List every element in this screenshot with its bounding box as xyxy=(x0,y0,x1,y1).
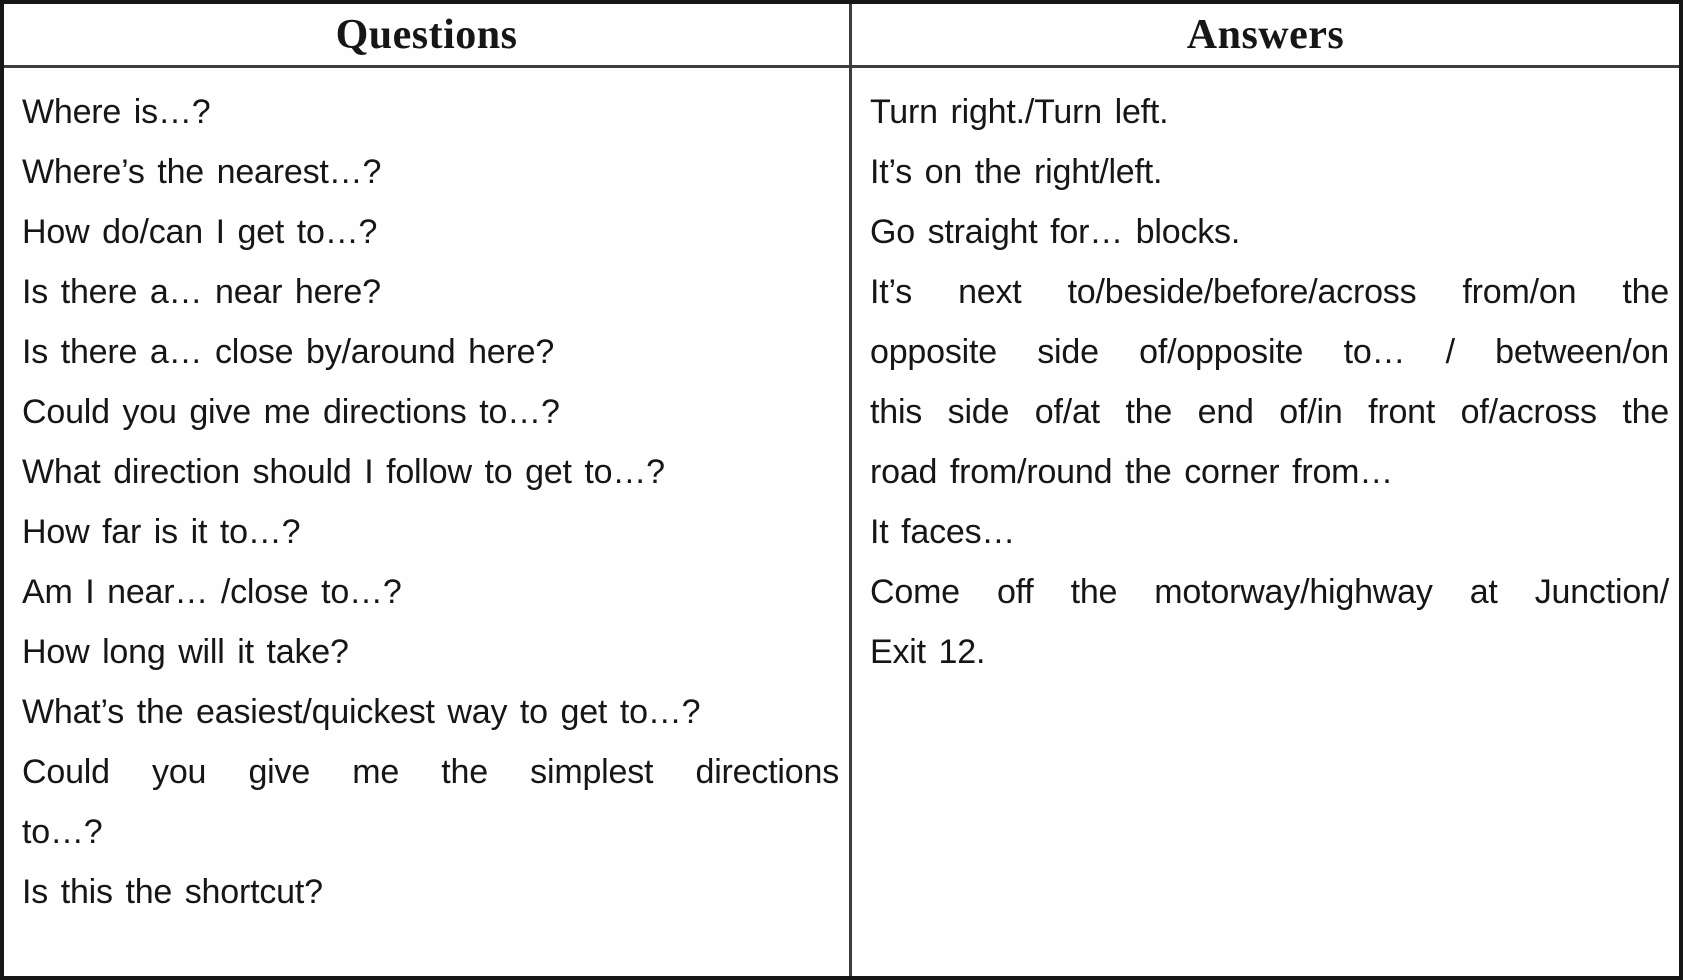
answer-line: road from/round the corner from… xyxy=(870,453,1394,491)
answer-line: It’s next to/beside/before/across from/on the xyxy=(870,273,1669,311)
question-line: Could you give me the simplest directions xyxy=(22,753,839,791)
answer-line: opposite side of/opposite to… / between/on xyxy=(870,333,1669,371)
answer-line: Exit 12. xyxy=(870,633,986,671)
answer-line: this side of/at the end of/in front of/across the xyxy=(870,393,1669,431)
questions-header-label: Questions xyxy=(335,11,518,58)
question-line: to…? xyxy=(22,813,103,851)
answer-line: Come off the motorway/highway at Junction/ xyxy=(870,573,1669,611)
questions-header-cell xyxy=(4,4,852,68)
answer-line: It faces… xyxy=(870,513,1016,551)
question-line: Am I near… /close to…? xyxy=(22,573,402,611)
answer-line: Go straight for… blocks. xyxy=(870,213,1241,251)
question-line: What’s the easiest/quickest way to get to…? xyxy=(22,693,701,731)
question-line: Is this the shortcut? xyxy=(22,873,323,911)
question-line: What direction should I follow to get to…? xyxy=(22,453,665,491)
question-line: How long will it take? xyxy=(22,633,349,671)
question-line: How far is it to…? xyxy=(22,513,301,551)
question-line: Is there a… close by/around here? xyxy=(22,333,555,371)
answer-line: It’s on the right/left. xyxy=(870,153,1163,191)
question-line: Where’s the nearest…? xyxy=(22,153,382,191)
question-line: Where is…? xyxy=(22,93,211,131)
answers-cell xyxy=(852,68,1679,976)
question-line: How do/can I get to…? xyxy=(22,213,378,251)
answers-header-cell xyxy=(852,4,1679,68)
answer-line: Turn right./Turn left. xyxy=(870,93,1169,131)
question-line: Is there a… near here? xyxy=(22,273,381,311)
question-line: Could you give me directions to…? xyxy=(22,393,560,431)
questions-cell xyxy=(4,68,852,976)
answers-header-label: Answers xyxy=(1186,11,1345,58)
